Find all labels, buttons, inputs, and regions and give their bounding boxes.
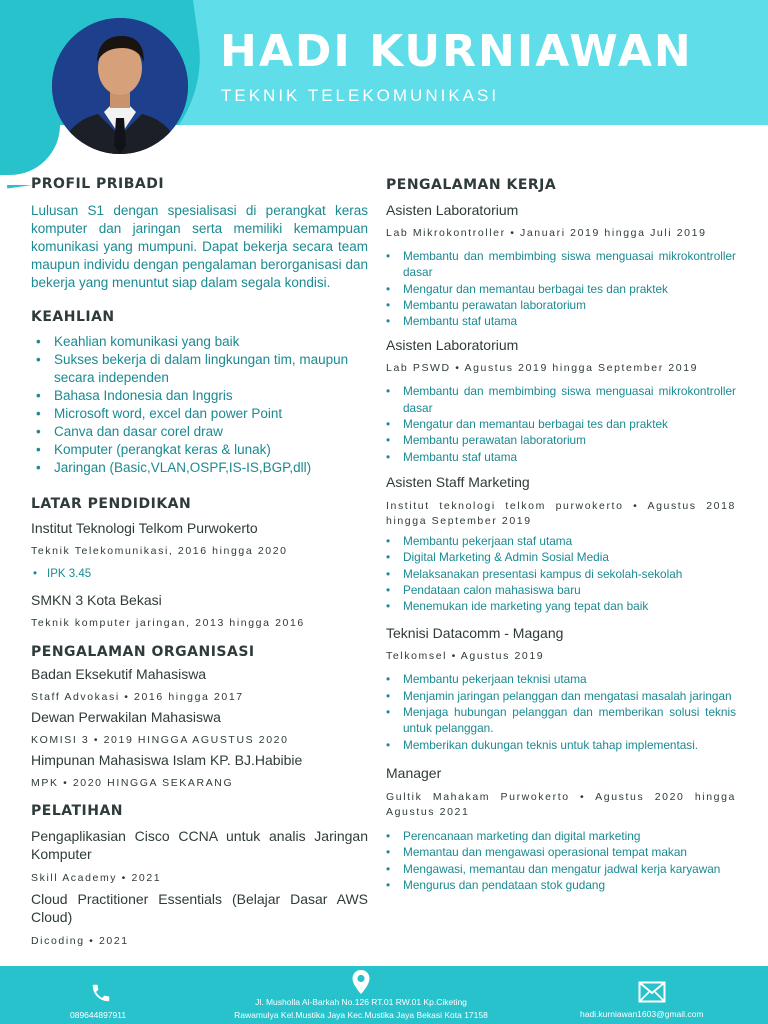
job-task: • Membantu pekerjaan teknisi utama <box>386 671 736 687</box>
job-task: • Membantu dan membimbing siswa menguasai mikrokontroller dasar <box>386 383 736 416</box>
job-task: • Memantau dan mengawasi operasional tempat makan <box>386 844 736 860</box>
job-task: • Menjamin jaringan pelanggan dan mengatasi masalah jaringan <box>386 688 736 704</box>
job-title: Teknisi Datacomm - Magang <box>386 625 564 642</box>
profile-photo <box>52 18 188 154</box>
training-detail: Dicoding • 2021 <box>31 935 129 947</box>
education-detail: Teknik komputer jaringan, 2013 hingga 2016 <box>31 617 305 629</box>
training-name: Pengaplikasian Cisco CCNA untuk analis Jaringan Komputer <box>31 828 368 862</box>
organization-detail: KOMISI 3 • 2019 HINGGA AGUSTUS 2020 <box>31 734 289 746</box>
organization-detail: MPK • 2020 HINGGA SEKARANG <box>31 777 234 789</box>
skills-list <box>31 333 368 477</box>
job-task: • Digital Marketing & Admin Sosial Media <box>386 549 736 565</box>
education-school: SMKN 3 Kota Bekasi <box>31 592 162 608</box>
profile-heading: PROFIL PRIBADI <box>31 176 165 192</box>
education-gpa: • IPK 3.45 <box>31 565 368 583</box>
education-notes <box>31 565 368 583</box>
organization-name: Badan Eksekutif Mahasiswa <box>31 666 207 682</box>
job-tasks <box>386 383 736 464</box>
job-task: • Mengatur dan memantau berbagai tes dan praktek <box>386 416 736 432</box>
job-task: • Melaksanakan presentasi kampus di sekolah-sekolah <box>386 566 736 582</box>
skill-item: • Canva dan dasar corel draw <box>31 423 368 441</box>
job-task: • Membantu dan membimbing siswa menguasai mikrokontroller dasar <box>386 248 736 281</box>
job-tasks <box>386 828 736 893</box>
job-task: • Membantu staf utama <box>386 313 736 329</box>
job-title: Asisten Staff Marketing <box>386 473 530 490</box>
job-detail: Institut teknologi telkom purwokerto • Agustus 2018 hingga September 2019 <box>386 499 736 527</box>
skill-item: • Komputer (perangkat keras & lunak) <box>31 441 368 459</box>
candidate-name: HADI KURNIAWAN <box>220 26 693 77</box>
phone-number[interactable]: 089644897911 <box>70 1010 127 1020</box>
education-detail: Teknik Telekomunikasi, 2016 hingga 2020 <box>31 545 288 557</box>
job-title: Manager <box>386 764 442 781</box>
location-pin-icon <box>351 969 371 995</box>
job-task: • Membantu perawatan laboratorium <box>386 432 736 448</box>
skills-heading: KEAHLIAN <box>31 309 115 325</box>
job-title: Asisten Laboratorium <box>386 202 519 218</box>
job-detail: Gultik Mahakam Purwokerto • Agustus 2020 hingga Agustus 2021 <box>386 790 736 818</box>
skill-item: • Keahlian komunikasi yang baik <box>31 333 368 351</box>
organization-detail: Staff Advokasi • 2016 hingga 2017 <box>31 691 244 703</box>
job-task: • Mengatur dan memantau berbagai tes dan praktek <box>386 281 736 297</box>
job-tasks <box>386 533 736 614</box>
job-task: • Menjaga hubungan pelanggan dan memberikan solusi teknis untuk pelanggan. <box>386 704 736 737</box>
job-task: • Menemukan ide marketing yang tepat dan baik <box>386 598 736 614</box>
skill-item: • Microsoft word, excel dan power Point <box>31 405 368 423</box>
mail-icon <box>638 981 666 1003</box>
training-name: Cloud Practitioner Essentials (Belajar Dasar AWS Cloud) <box>31 891 368 925</box>
education-heading: LATAR PENDIDIKAN <box>31 496 192 512</box>
job-task: • Perencanaan marketing dan digital marketing <box>386 828 736 844</box>
address-line-1: Jl. Musholla Al-Barkah No.126 RT.01 RW.01 Kp.Ciketing <box>255 997 467 1007</box>
profile-text: Lulusan S1 dengan spesialisasi di perangkat keras komputer dan jaringan serta memiliki kemampuan komunikasi yang mumpuni. Dapat bekerja secara team maupun individu dengan pengalaman berorganisasi dan bekerja yang menuntut siap dalam segala kondisi. <box>31 203 368 290</box>
job-task: • Membantu pekerjaan staf utama <box>386 533 736 549</box>
contact-footer <box>0 966 768 1024</box>
right-column <box>386 177 736 893</box>
job-detail: Lab PSWD • Agustus 2019 hingga September 2019 <box>386 362 699 375</box>
job-tasks <box>386 248 736 329</box>
organization-name: Dewan Perwakilan Mahasiswa <box>31 709 221 725</box>
job-title: Asisten Laboratorium <box>386 337 519 354</box>
education-school: Institut Teknologi Telkom Purwokerto <box>31 520 258 536</box>
skill-item: • Bahasa Indonesia dan Inggris <box>31 387 368 405</box>
email-address[interactable]: hadi.kurniawan1603@gmail.com <box>580 1009 704 1019</box>
work-heading: PENGALAMAN KERJA <box>386 177 557 193</box>
job-task: • Membantu perawatan laboratorium <box>386 297 736 313</box>
candidate-role: TEKNIK TELEKOMUNIKASI <box>221 86 500 105</box>
job-detail: Lab Mikrokontroller • Januari 2019 hingga Juli 2019 <box>386 227 707 239</box>
job-detail: Telkomsel • Agustus 2019 <box>386 650 545 663</box>
job-task: • Membantu staf utama <box>386 449 736 465</box>
address-line-2: Rawamulya Kel.Mustika Jaya Kec.Mustika Jaya Bekasi Kota 17158 <box>234 1010 488 1020</box>
job-task: • Memberikan dukungan teknis untuk tahap implementasi. <box>386 737 736 753</box>
job-task: • Pendataan calon mahasiswa baru <box>386 582 736 598</box>
job-tasks <box>386 671 736 752</box>
organization-name: Himpunan Mahasiswa Islam KP. BJ.Habibie <box>31 752 303 768</box>
training-heading: PELATIHAN <box>31 803 124 819</box>
job-task: • Mengurus dan pendataan stok gudang <box>386 877 736 893</box>
skill-item: • Jaringan (Basic,VLAN,OSPF,IS-IS,BGP,dll) <box>31 459 368 477</box>
job-task: • Mengawasi, memantau dan mengatur jadwal kerja karyawan <box>386 861 736 877</box>
training-detail: Skill Academy • 2021 <box>31 872 162 884</box>
left-column <box>31 176 368 947</box>
organization-heading: PENGALAMAN ORGANISASI <box>31 644 255 660</box>
skill-item: • Sukses bekerja di dalam lingkungan tim, maupun secara independen <box>31 351 368 387</box>
